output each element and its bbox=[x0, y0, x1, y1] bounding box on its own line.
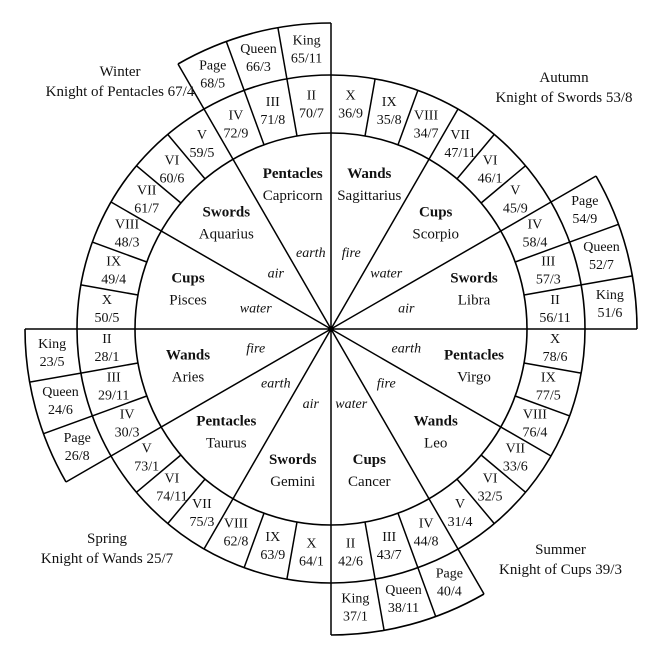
winter-label bbox=[20, 62, 220, 102]
element-label: air bbox=[302, 396, 319, 412]
autumn-knight: Knight of Swords 53/8 bbox=[495, 90, 633, 106]
court-card-rank: Queen bbox=[385, 583, 422, 598]
decan-numeral: IV bbox=[228, 108, 244, 124]
decan-divider-line bbox=[365, 79, 375, 136]
court-card-rank: Page bbox=[571, 194, 599, 210]
decan-card-number: 50/5 bbox=[94, 310, 120, 326]
sign-suit-label: Wands bbox=[347, 166, 392, 182]
sign-name-label: Scorpio bbox=[412, 226, 460, 243]
sign-suit-label: Cups bbox=[171, 270, 205, 287]
decan-card-number: 28/1 bbox=[94, 350, 120, 366]
element-label: fire bbox=[376, 376, 396, 392]
sign-name-label: Leo bbox=[424, 435, 448, 452]
court-divider-line bbox=[375, 579, 384, 630]
decan-numeral: II bbox=[345, 536, 356, 552]
decan-numeral: II bbox=[102, 332, 112, 348]
sign-name-label: Virgo bbox=[457, 369, 491, 386]
decan-card-number: 44/8 bbox=[413, 534, 439, 550]
decan-card-number: 63/9 bbox=[260, 547, 286, 563]
decan-divider-line bbox=[287, 79, 297, 136]
decan-numeral: IV bbox=[527, 217, 543, 233]
decan-numeral: X bbox=[101, 292, 112, 308]
decan-numeral: IV bbox=[119, 407, 135, 423]
summer-label bbox=[488, 540, 633, 580]
decan-numeral: VI bbox=[164, 153, 180, 169]
sign-name-label: Aries bbox=[171, 369, 205, 386]
sign-suit-label: Wands bbox=[165, 347, 211, 364]
decan-numeral: VII bbox=[136, 183, 157, 199]
sign-name-label: Capricorn bbox=[262, 188, 323, 204]
decan-numeral: X bbox=[345, 88, 356, 104]
decan-card-number: 73/1 bbox=[134, 459, 160, 475]
spring-knight: Knight of Wands 25/7 bbox=[40, 551, 174, 567]
decan-card-number: 64/1 bbox=[298, 554, 324, 570]
court-card-number: 40/4 bbox=[436, 584, 462, 600]
decan-card-number: 42/6 bbox=[338, 554, 364, 570]
element-label: water bbox=[370, 266, 403, 282]
autumn-season: Autumn bbox=[539, 70, 589, 86]
decan-card-number: 49/4 bbox=[101, 272, 127, 288]
court-card-rank: King bbox=[595, 288, 624, 304]
decan-numeral: VIII bbox=[414, 108, 439, 124]
decan-numeral: X bbox=[306, 536, 317, 552]
decan-numeral: VI bbox=[482, 471, 498, 487]
summer-knight: Knight of Cups 39/3 bbox=[499, 562, 622, 578]
decan-card-number: 48/3 bbox=[114, 235, 140, 251]
court-card-rank: Page bbox=[63, 430, 91, 446]
decan-card-number: 33/6 bbox=[502, 459, 528, 475]
decan-numeral: IX bbox=[381, 95, 397, 111]
sign-suit-label: Swords bbox=[268, 452, 317, 468]
decan-numeral: IX bbox=[540, 370, 556, 386]
decan-card-number: 70/7 bbox=[298, 106, 324, 122]
court-card-number: 23/5 bbox=[39, 354, 65, 370]
sign-suit-label: Cups bbox=[352, 452, 386, 468]
court-card-rank: Queen bbox=[583, 240, 620, 255]
decan-card-number: 57/3 bbox=[535, 272, 561, 288]
court-card-number: 65/11 bbox=[290, 51, 323, 67]
decan-card-number: 34/7 bbox=[413, 126, 439, 142]
sign-name-label: Pisces bbox=[169, 292, 207, 309]
decan-card-number: 46/1 bbox=[477, 171, 503, 187]
court-card-number: 66/3 bbox=[246, 60, 271, 75]
court-card-rank: King bbox=[341, 591, 370, 607]
decan-numeral: X bbox=[550, 332, 561, 348]
element-label: earth bbox=[391, 341, 422, 357]
sign-name-label: Gemini bbox=[270, 474, 316, 490]
sign-boundary-line bbox=[331, 202, 551, 329]
decan-divider-line bbox=[365, 522, 375, 579]
decan-numeral: VII bbox=[505, 441, 526, 457]
decan-numeral: IX bbox=[265, 529, 281, 545]
decan-card-number: 75/3 bbox=[189, 514, 215, 530]
decan-numeral: VIII bbox=[522, 407, 547, 423]
sign-suit-label: Pentacles bbox=[262, 166, 323, 182]
decan-numeral: V bbox=[141, 441, 152, 457]
decan-card-number: 36/9 bbox=[338, 106, 364, 122]
decan-card-number: 61/7 bbox=[134, 201, 160, 217]
decan-card-number: 30/3 bbox=[114, 425, 140, 441]
court-card-rank: Queen bbox=[240, 42, 277, 57]
spring-label bbox=[22, 529, 192, 569]
decan-numeral: VIII bbox=[223, 516, 248, 532]
decan-card-number: 62/8 bbox=[223, 534, 249, 550]
decan-card-number: 78/6 bbox=[542, 350, 568, 366]
decan-card-number: 60/6 bbox=[159, 171, 185, 187]
decan-numeral: VI bbox=[164, 471, 180, 487]
court-divider-line bbox=[30, 373, 81, 382]
sign-name-label: Cancer bbox=[348, 474, 391, 490]
sign-suit-label: Swords bbox=[202, 204, 251, 221]
winter-season: Winter bbox=[99, 64, 141, 80]
decan-card-number: 43/7 bbox=[376, 547, 402, 563]
decan-numeral: VII bbox=[192, 496, 212, 512]
court-card-number: 37/1 bbox=[342, 609, 368, 625]
decan-card-number: 35/8 bbox=[376, 113, 402, 129]
element-label: fire bbox=[341, 246, 361, 262]
element-label: water bbox=[239, 301, 272, 317]
court-card-number: 26/8 bbox=[64, 448, 90, 464]
court-card-number: 24/6 bbox=[48, 403, 73, 418]
sign-suit-label: Pentacles bbox=[196, 413, 257, 430]
sign-name-label: Libra bbox=[457, 292, 491, 309]
decan-numeral: III bbox=[382, 529, 397, 545]
decan-card-number: 72/9 bbox=[223, 126, 249, 142]
summer-season: Summer bbox=[535, 542, 586, 558]
decan-numeral: IV bbox=[418, 516, 434, 532]
court-divider-line bbox=[278, 28, 287, 79]
decan-card-number: 45/9 bbox=[502, 201, 528, 217]
court-card-rank: King bbox=[38, 336, 67, 352]
court-card-number: 68/5 bbox=[200, 76, 226, 92]
element-label: fire bbox=[246, 341, 266, 357]
spring-season: Spring bbox=[86, 531, 127, 547]
decan-numeral: VI bbox=[482, 153, 498, 169]
sign-suit-label: Wands bbox=[413, 413, 458, 430]
element-label: earth bbox=[296, 246, 326, 262]
sign-boundary-line bbox=[111, 202, 331, 329]
court-card-number: 52/7 bbox=[589, 258, 614, 273]
element-label: air bbox=[398, 301, 415, 317]
winter-knight: Knight of Pentacles 67/4 bbox=[45, 84, 195, 100]
autumn-label bbox=[474, 68, 654, 108]
decan-card-number: 47/11 bbox=[444, 146, 476, 162]
element-label: water bbox=[335, 396, 368, 412]
court-card-rank: Page bbox=[435, 566, 463, 582]
decan-numeral: IX bbox=[106, 254, 122, 270]
decan-divider-line bbox=[287, 522, 297, 579]
decan-card-number: 56/11 bbox=[539, 310, 571, 326]
decan-card-number: 58/4 bbox=[522, 235, 548, 251]
court-card-rank: Queen bbox=[42, 385, 79, 400]
court-card-number: 38/11 bbox=[387, 601, 420, 616]
sign-name-label: Taurus bbox=[205, 435, 247, 452]
decan-card-number: 31/4 bbox=[447, 514, 473, 530]
decan-numeral: III bbox=[106, 370, 121, 386]
sign-suit-label: Swords bbox=[450, 270, 498, 287]
sign-suit-label: Cups bbox=[419, 204, 453, 221]
sign-name-label: Sagittarius bbox=[337, 188, 402, 204]
element-label: earth bbox=[261, 376, 291, 392]
decan-numeral: VII bbox=[450, 128, 470, 144]
decan-card-number: 74/11 bbox=[156, 489, 188, 505]
decan-numeral: V bbox=[455, 496, 466, 512]
decan-numeral: V bbox=[196, 128, 207, 144]
decan-card-number: 59/5 bbox=[189, 146, 215, 162]
decan-numeral: II bbox=[550, 292, 560, 308]
decan-card-number: 71/8 bbox=[260, 113, 286, 129]
decan-numeral: III bbox=[541, 254, 556, 270]
decan-card-number: 32/5 bbox=[477, 489, 503, 505]
decan-numeral: V bbox=[510, 183, 521, 199]
decan-numeral: VIII bbox=[115, 217, 140, 233]
decan-card-number: 29/11 bbox=[98, 388, 130, 404]
decan-card-number: 76/4 bbox=[522, 425, 548, 441]
court-card-rank: Page bbox=[199, 58, 227, 74]
decan-numeral: II bbox=[306, 88, 317, 104]
decan-card-number: 77/5 bbox=[535, 388, 561, 404]
sign-suit-label: Pentacles bbox=[444, 347, 504, 364]
element-label: air bbox=[267, 266, 284, 282]
court-card-number: 54/9 bbox=[572, 212, 598, 228]
court-card-number: 51/6 bbox=[597, 306, 623, 322]
decan-numeral: III bbox=[265, 95, 280, 111]
center-point bbox=[328, 326, 334, 332]
court-divider-line bbox=[581, 276, 632, 285]
sign-name-label: Aquarius bbox=[198, 226, 254, 243]
court-card-rank: King bbox=[292, 33, 321, 49]
